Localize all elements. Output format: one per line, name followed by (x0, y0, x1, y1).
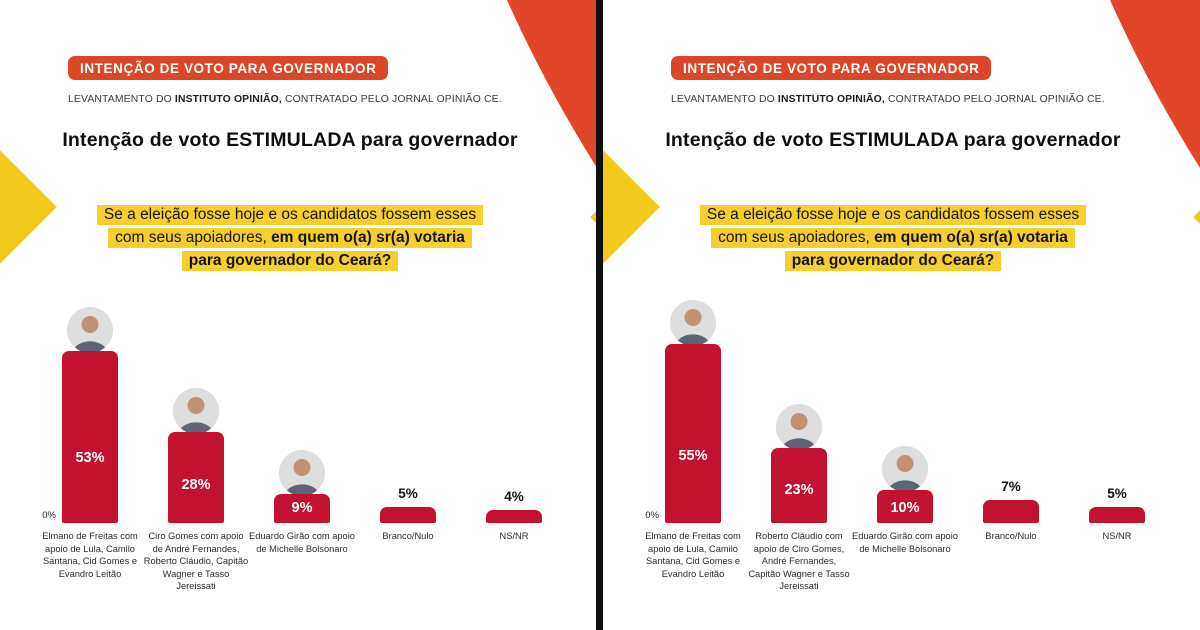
result-bar (62, 351, 118, 523)
candidate-photo (776, 404, 822, 450)
person-icon (670, 300, 716, 346)
candidate-label: Elmano de Freitas com apoio de Lula, Camilo Santana, Cid Gomes e Evandro Leitão (645, 531, 741, 579)
bar-chart-scenario-2 (603, 0, 1200, 630)
question-line-3: para governador do Ceará? (785, 251, 1001, 271)
source-prefix: LEVANTAMENTO DO (671, 94, 778, 105)
axis-zero-label: 0% (42, 510, 56, 521)
person-icon (882, 446, 928, 492)
percentage-label: 9% (291, 500, 313, 516)
candidate-label: Branco/Nulo (382, 531, 434, 541)
result-bar (380, 507, 436, 523)
percentage-label: 7% (1001, 479, 1021, 494)
question-line-1: Se a eleição fosse hoje e os candidatos fossem esses (700, 205, 1086, 225)
candidate-label: Eduardo Girão com apoio de Michelle Bolsonaro (249, 531, 355, 554)
axis-zero-label: 0% (645, 510, 659, 521)
result-bar (983, 500, 1039, 523)
candidate-label: NS/NR (499, 531, 529, 541)
question-line-2: com seus apoiadores, em quem o(a) sr(a) votaria (108, 228, 472, 248)
poll-card-scenario-2 (603, 0, 1200, 630)
candidate-photo (67, 307, 113, 353)
candidate-photo (670, 300, 716, 346)
chart-title: Intenção de voto ESTIMULADA para governador (62, 129, 518, 151)
badge-title: INTENÇÃO DE VOTO PARA GOVERNADOR (671, 56, 991, 80)
source-institute: INSTITUTO OPINIÃO, (174, 94, 282, 105)
percentage-label: 53% (75, 450, 105, 466)
person-icon (173, 388, 219, 434)
candidate-label: Roberto Cláudio com apoio de Ciro Gomes, André Fernandes, Capitão Wagner e Tasso Jereissati (748, 531, 850, 591)
candidate-photo (279, 450, 325, 496)
candidate-label: NS/NR (1102, 531, 1132, 541)
chart-title: Intenção de voto ESTIMULADA para governador (665, 129, 1121, 151)
candidate-label: Branco/Nulo (985, 531, 1037, 541)
percentage-label: 5% (398, 486, 418, 501)
poll-card-scenario-1 (0, 0, 597, 630)
percentage-label: 55% (678, 448, 708, 464)
percentage-label: 23% (784, 482, 814, 498)
source-prefix: LEVANTAMENTO DO (68, 94, 175, 105)
percentage-label: 28% (181, 477, 211, 493)
badge-title: INTENÇÃO DE VOTO PARA GOVERNADOR (68, 56, 388, 80)
percentage-label: 5% (1107, 486, 1127, 501)
source-suffix: CONTRATADO PELO JORNAL OPINIÃO CE. (884, 94, 1105, 105)
candidate-photo (882, 446, 928, 492)
question-line-1: Se a eleição fosse hoje e os candidatos fossem esses (97, 205, 483, 225)
panel-divider (596, 0, 603, 630)
person-icon (776, 404, 822, 450)
result-bar (1089, 507, 1145, 523)
candidate-label: Eduardo Girão com apoio de Michelle Bolsonaro (852, 531, 958, 554)
source-institute: INSTITUTO OPINIÃO, (777, 94, 885, 105)
question-line-2: com seus apoiadores, em quem o(a) sr(a) votaria (711, 228, 1075, 248)
percentage-label: 10% (890, 500, 920, 516)
candidate-label: Elmano de Freitas com apoio de Lula, Camilo Santana, Cid Gomes e Evandro Leitão (42, 531, 138, 579)
source-suffix: CONTRATADO PELO JORNAL OPINIÃO CE. (281, 94, 502, 105)
bar-chart-scenario-1 (0, 0, 597, 630)
candidate-photo (173, 388, 219, 434)
person-icon (67, 307, 113, 353)
percentage-label: 4% (504, 489, 524, 504)
candidate-label: Ciro Gomes com apoio de André Fernandes, Roberto Cláudio, Capitão Wagner e Tasso Jereissati (143, 531, 249, 591)
person-icon (279, 450, 325, 496)
result-bar (486, 510, 542, 523)
result-bar (665, 344, 721, 523)
question-line-3: para governador do Ceará? (182, 251, 398, 271)
